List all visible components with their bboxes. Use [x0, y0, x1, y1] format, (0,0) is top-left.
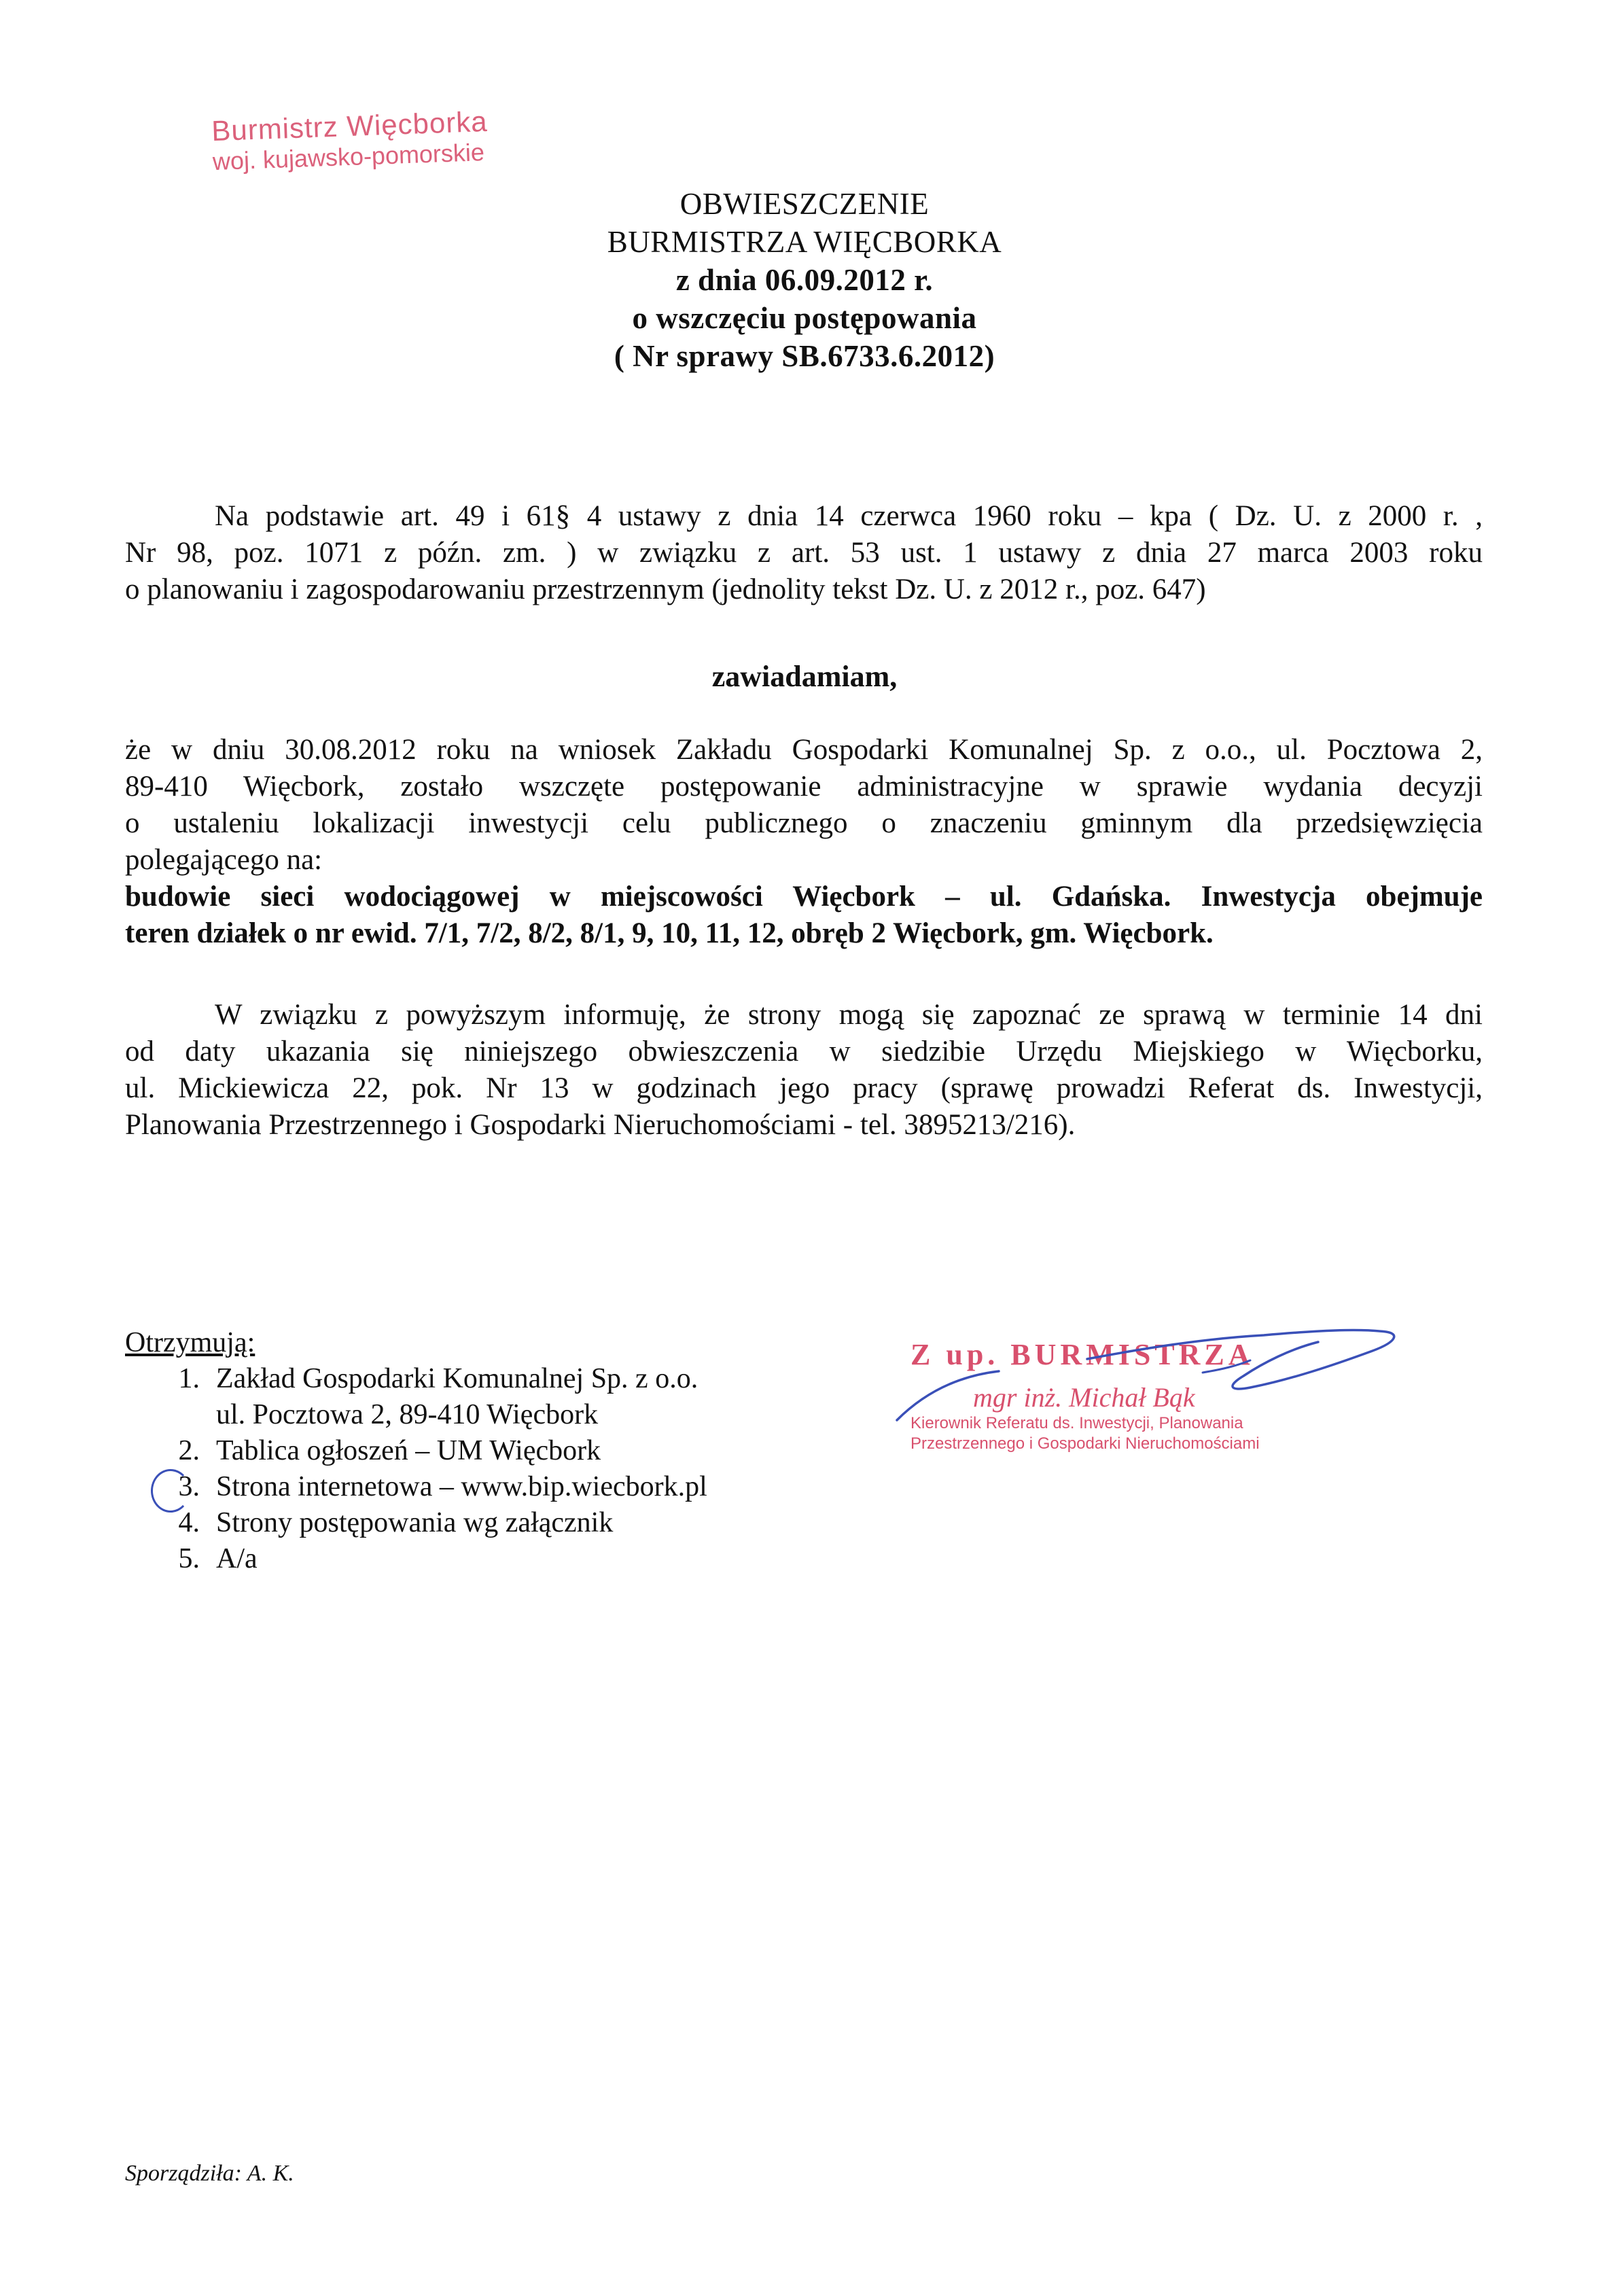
- recipients-title: Otrzymują:: [125, 1327, 255, 1358]
- info-line: ul. Mickiewicza 22, pok. Nr 13 w godzinach jego pracy (sprawę prowadzi Referat ds. Inwestycji,: [125, 1072, 1483, 1104]
- recipients-list: [125, 1325, 707, 1577]
- intro-line: Na podstawie art. 49 i 61§ 4 ustawy z dnia 14 czerwca 1960 roku – kpa ( Dz. U. z 2000 r. ,: [215, 500, 1483, 532]
- list-number: 5.: [178, 1543, 200, 1574]
- proceedings-paragraph: [125, 732, 1483, 952]
- intro-line: o planowaniu i zagospodarowaniu przestrzennym (jednolity tekst Dz. U. z 2012 r., poz. 647): [125, 573, 1206, 605]
- body-line: 89-410 Więcbork, zostało wszczęte postępowanie administracyjne w sprawie wydania decyzji: [125, 771, 1483, 802]
- list-text: A/a: [216, 1543, 258, 1574]
- stamp-name: mgr inż. Michał Bąk: [973, 1382, 1195, 1413]
- prepared-by: Sporządziła: A. K.: [125, 2161, 294, 2186]
- list-item: [125, 1433, 707, 1469]
- list-item: [125, 1505, 707, 1541]
- list-item: [125, 1397, 707, 1433]
- list-number: 4.: [178, 1507, 200, 1538]
- heading-authority: BURMISTRZA WIĘCBORKA: [607, 225, 1002, 259]
- stamp-line-1: Burmistrz Więcborka: [211, 105, 489, 147]
- announce-word: zawiadamiam,: [711, 660, 898, 693]
- info-line: od daty ukazania się niniejszego obwieszczenia w siedzibie Urzędu Miejskiego w Więcborku,: [125, 1036, 1483, 1067]
- handwritten-circle-mark: [151, 1469, 190, 1513]
- heading-title: OBWIESZCZENIE: [679, 187, 930, 221]
- list-number: 3.: [178, 1471, 200, 1502]
- list-text: Strony postępowania wg załącznik: [216, 1507, 614, 1538]
- list-text: Zakład Gospodarki Komunalnej Sp. z o.o.: [216, 1363, 699, 1394]
- info-line: Planowania Przestrzennego i Gospodarki Nieruchomościami - tel. 3895213/216).: [125, 1109, 1076, 1141]
- list-item: [125, 1469, 707, 1505]
- list-number: 2.: [178, 1435, 200, 1466]
- list-text: Strona internetowa – www.bip.wiecbork.pl: [216, 1471, 707, 1502]
- investment-line: budowie sieci wodociągowej w miejscowości Więcbork – ul. Gdańska. Inwestycja obejmuje: [125, 881, 1483, 913]
- body-line: polegającego na:: [125, 844, 323, 876]
- list-number: 1.: [178, 1363, 200, 1394]
- heading-case-number: ( Nr sprawy SB.6733.6.2012): [614, 339, 995, 373]
- list-number: [125, 1397, 216, 1433]
- info-line: W związku z powyższym informuję, że strony mogą się zapoznać ze sprawą w terminie 14 dni: [215, 999, 1483, 1031]
- stamp-role-line: Przestrzennego i Gospodarki Nieruchomościami: [910, 1434, 1260, 1453]
- stamp-line-2: woj. kujawsko-pomorskie: [212, 138, 485, 176]
- list-text: ul. Pocztowa 2, 89-410 Więcbork: [216, 1399, 599, 1430]
- document-heading: [0, 185, 1609, 375]
- heading-subject: o wszczęciu postępowania: [632, 301, 977, 335]
- investment-line: teren działek o nr ewid. 7/1, 7/2, 8/2, 8/1, 9, 10, 11, 12, obręb 2 Więcbork, gm. Więcbork.: [125, 917, 1214, 949]
- stamp-authority: Z up. BURMISTRZA: [910, 1338, 1254, 1371]
- stamp-role-line: Kierownik Referatu ds. Inwestycji, Planowania: [910, 1414, 1243, 1432]
- list-text: Tablica ogłoszeń – UM Więcbork: [216, 1435, 601, 1466]
- information-paragraph: [125, 997, 1483, 1144]
- heading-date: z dnia 06.09.2012 r.: [675, 263, 934, 297]
- handwritten-signature: [883, 1311, 1413, 1441]
- legal-basis-paragraph: [125, 498, 1483, 608]
- list-item: [125, 1541, 707, 1577]
- list-item: [125, 1361, 707, 1397]
- intro-line: Nr 98, poz. 1071 z późn. zm. ) w związku z art. 53 ust. 1 ustawy z dnia 27 marca 2003 roku: [125, 537, 1483, 569]
- office-stamp: [211, 105, 489, 176]
- body-line: że w dniu 30.08.2012 roku na wniosek Zakładu Gospodarki Komunalnej Sp. z o.o., ul. Pocztowa 2,: [125, 734, 1483, 766]
- body-line: o ustaleniu lokalizacji inwestycji celu publicznego o znaczeniu gminnym dla przedsięwzięcia: [125, 807, 1483, 839]
